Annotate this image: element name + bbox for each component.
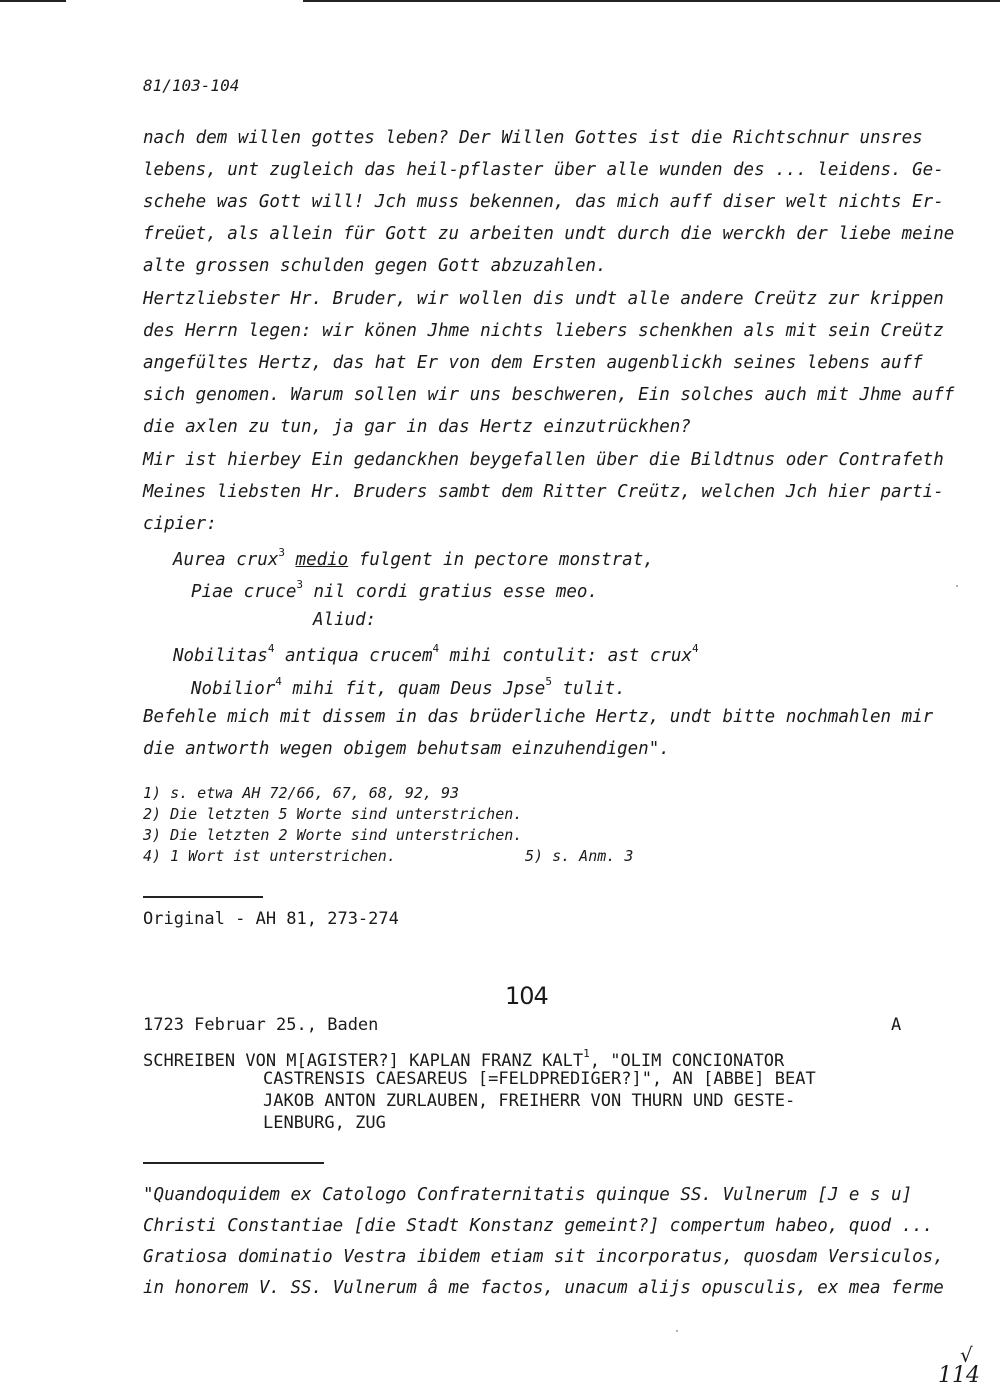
heading-line-4: LENBURG, ZUG [263, 1113, 386, 1133]
page-reference: 81/103-104 [143, 76, 240, 95]
footnote-3: 3) Die letzten 2 Worte sind unterstrichen. [143, 826, 523, 844]
text-line: die antworth wegen obigem behutsam einzuhendigen". [143, 739, 670, 759]
verse-line-1: Aurea crux$^3$ medio fulgent in pectore monstrat, [173, 546, 654, 570]
heading-line-1: SCHREIBEN VON M[AGISTER?] KAPLAN FRANZ KALT$^1$, "OLIM CONCIONATOR [143, 1047, 785, 1071]
scan-speck [956, 585, 958, 587]
heading-line-3: JAKOB ANTON ZURLAUBEN, FREIHERR VON THURN UND GESTE- [263, 1091, 796, 1111]
text-line: Meines liebsten Hr. Bruders sambt dem Ritter Creütz, welchen Jch hier parti- [143, 482, 944, 502]
verse-line-3: Nobilitas$^4$ antiqua crucem$^4$ mihi contulit: ast crux$^4$ [173, 642, 699, 666]
superscript-3: 3 [278, 546, 285, 559]
handwritten-checkmark: √ [960, 1343, 973, 1367]
handwritten-page-number: 114 [938, 1363, 980, 1388]
top-edge-rule-right [303, 0, 1000, 2]
text-line: Befehle mich mit dissem in das brüderliche Hertz, undt bitte nochmahlen mir [143, 707, 934, 727]
superscript-3: 3 [296, 578, 303, 591]
text-line: sich genomen. Warum sollen wir uns beschweren, Ein solches auch mit Jhme auff [143, 385, 955, 405]
text-line: die axlen zu tun, ja gar in das Hertz einzutrückhen? [143, 417, 691, 437]
original-source: Original - AH 81, 273-274 [143, 909, 399, 929]
text-line: cipier: [143, 514, 217, 534]
text-line: Gratiosa dominatio Vestra ibidem etiam sit incorporatus, quosdam Versiculos, [143, 1247, 944, 1267]
text-line: lebens, unt zugleich das heil-pflaster über alle wunden des ... leidens. Ge- [143, 160, 944, 180]
text-line: freüet, als allein für Gott zu arbeiten undt durch die werckh der liebe meine [143, 224, 955, 244]
footnote-2: 2) Die letzten 5 Worte sind unterstrichen. [143, 805, 523, 823]
document-letter: A [891, 1015, 902, 1035]
text-line: in honorem V. SS. Vulnerum â me factos, unacum alijs opusculis, ex mea ferme [143, 1278, 944, 1298]
date-place: 1723 Februar 25., Baden [143, 1015, 379, 1035]
footnote-4: 4) 1 Wort ist unterstrichen. [143, 847, 396, 865]
footnote-separator [143, 896, 263, 898]
text-line: "Quandoquidem ex Catologo Confraternitatis quinque SS. Vulnerum [J e s u] [143, 1185, 913, 1205]
text-line: Mir ist hierbey Ein gedanckhen beygefallen über die Bildtnus oder Contrafeth [143, 450, 944, 470]
footnote-1: 1) s. etwa AH 72/66, 67, 68, 92, 93 [143, 784, 460, 802]
text-line: schehe was Gott will! Jch muss bekennen, das mich auff diser welt nichts Er- [143, 192, 944, 212]
document-number: 104 [505, 982, 548, 1010]
text-line: nach dem willen gottes leben? Der Willen Gottes ist die Richtschnur unsres [143, 128, 923, 148]
text-line: angefültes Hertz, das hat Er von dem Ersten augenblickh seines lebens auff [143, 353, 923, 373]
text-line: des Herrn legen: wir könen Jhme nichts liebers schenkhen als mit sein Creütz [143, 321, 944, 341]
footnote-5: 5) s. Anm. 3 [525, 847, 634, 865]
scan-speck [676, 1330, 678, 1332]
heading-line-2: CASTRENSIS CAESAREUS [=FELDPREDIGER?]", AN [ABBE] BEAT [263, 1069, 816, 1089]
aliud-label: Aliud: [313, 610, 377, 630]
text-line: Hertzliebster Hr. Bruder, wir wollen dis undt alle andere Creütz zur krippen [143, 289, 944, 309]
top-edge-rule-left [0, 0, 66, 2]
verse-line-2: Piae cruce$^3$ nil cordi gratius esse meo. [191, 578, 598, 602]
verse-line-4: Nobilior$^4$ mihi fit, quam Deus Jpse$^5$ tulit. [191, 675, 626, 699]
text-line: Christi Constantiae [die Stadt Konstanz gemeint?] compertum habeo, quod ... [143, 1216, 934, 1236]
heading-separator [143, 1162, 324, 1164]
text-line: alte grossen schulden gegen Gott abzuzahlen. [143, 256, 607, 276]
